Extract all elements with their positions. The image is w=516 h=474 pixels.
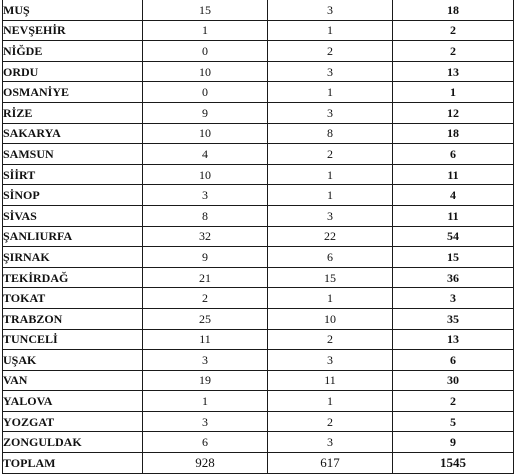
value-a: 6 [143,432,268,453]
value-b: 8 [268,123,393,144]
province-name: ŞANLIURFA [3,226,143,247]
table-row [3,370,514,391]
value-total: 9 [393,432,514,453]
province-name: SAKARYA [3,123,143,144]
value-total: 36 [393,267,514,288]
value-b: 1 [268,288,393,309]
table-row [3,0,514,20]
province-name: ZONGULDAK [3,432,143,453]
value-total: 15 [393,247,514,268]
value-b: 6 [268,247,393,268]
value-total: 18 [393,0,514,20]
value-b: 15 [268,267,393,288]
table-row [3,329,514,350]
value-a: 19 [143,370,268,391]
table-row [3,144,514,165]
value-a: 10 [143,164,268,185]
province-name: YOZGAT [3,411,143,432]
province-name: TUNCELİ [3,329,143,350]
value-total: 12 [393,102,514,123]
table-row [3,247,514,268]
total-label: TOPLAM [3,453,143,474]
province-name: NEVŞEHİR [3,20,143,41]
province-name: SAMSUN [3,144,143,165]
table-row [3,288,514,309]
province-name: RİZE [3,102,143,123]
table-row [3,20,514,41]
value-b: 2 [268,411,393,432]
value-b: 11 [268,370,393,391]
value-total: 3 [393,288,514,309]
value-a: 11 [143,329,268,350]
province-name: SİİRT [3,164,143,185]
value-a: 15 [143,0,268,20]
value-b: 3 [268,0,393,20]
province-name: UŞAK [3,350,143,371]
value-a: 10 [143,61,268,82]
value-a: 2 [143,288,268,309]
table-row [3,123,514,144]
table-row [3,350,514,371]
value-total: 6 [393,144,514,165]
value-b: 1 [268,164,393,185]
table-row [3,82,514,103]
total-b: 617 [268,453,393,474]
table-row [3,432,514,453]
table-row [3,41,514,62]
value-b: 3 [268,350,393,371]
value-b: 2 [268,41,393,62]
value-total: 13 [393,329,514,350]
province-name: SİNOP [3,185,143,206]
province-name: NİĞDE [3,41,143,62]
value-total: 54 [393,226,514,247]
province-table [2,0,514,474]
value-a: 21 [143,267,268,288]
province-name: OSMANİYE [3,82,143,103]
value-a: 3 [143,411,268,432]
province-name: ORDU [3,61,143,82]
value-a: 0 [143,82,268,103]
value-a: 1 [143,391,268,412]
value-a: 25 [143,308,268,329]
province-name: YALOVA [3,391,143,412]
province-name: ŞIRNAK [3,247,143,268]
table-row [3,185,514,206]
value-total: 13 [393,61,514,82]
value-b: 1 [268,391,393,412]
value-total: 5 [393,411,514,432]
table-row [3,61,514,82]
value-total: 2 [393,20,514,41]
value-total: 35 [393,308,514,329]
value-total: 4 [393,185,514,206]
value-a: 0 [143,41,268,62]
table-row [3,164,514,185]
table-row [3,267,514,288]
value-b: 1 [268,185,393,206]
value-a: 1 [143,20,268,41]
table-row [3,411,514,432]
province-name: MUŞ [3,0,143,20]
province-name: SİVAS [3,205,143,226]
value-a: 9 [143,102,268,123]
value-b: 22 [268,226,393,247]
value-a: 32 [143,226,268,247]
total-sum: 1545 [393,453,514,474]
value-b: 1 [268,20,393,41]
value-total: 1 [393,82,514,103]
value-b: 3 [268,102,393,123]
province-name: VAN [3,370,143,391]
value-a: 4 [143,144,268,165]
total-a: 928 [143,453,268,474]
value-b: 1 [268,82,393,103]
table-row [3,205,514,226]
table-row [3,102,514,123]
table-row [3,391,514,412]
value-b: 2 [268,144,393,165]
province-name: TOKAT [3,288,143,309]
province-name: TEKİRDAĞ [3,267,143,288]
value-a: 9 [143,247,268,268]
value-a: 3 [143,185,268,206]
value-total: 30 [393,370,514,391]
table-row [3,308,514,329]
value-b: 3 [268,432,393,453]
value-total: 18 [393,123,514,144]
value-total: 11 [393,164,514,185]
value-a: 8 [143,205,268,226]
value-total: 11 [393,205,514,226]
table-body [3,0,514,473]
value-b: 3 [268,205,393,226]
value-total: 6 [393,350,514,371]
value-total: 2 [393,41,514,62]
value-b: 2 [268,329,393,350]
value-a: 3 [143,350,268,371]
value-b: 3 [268,61,393,82]
value-a: 10 [143,123,268,144]
total-row [3,453,514,474]
table-row [3,226,514,247]
value-total: 2 [393,391,514,412]
province-name: TRABZON [3,308,143,329]
value-b: 10 [268,308,393,329]
